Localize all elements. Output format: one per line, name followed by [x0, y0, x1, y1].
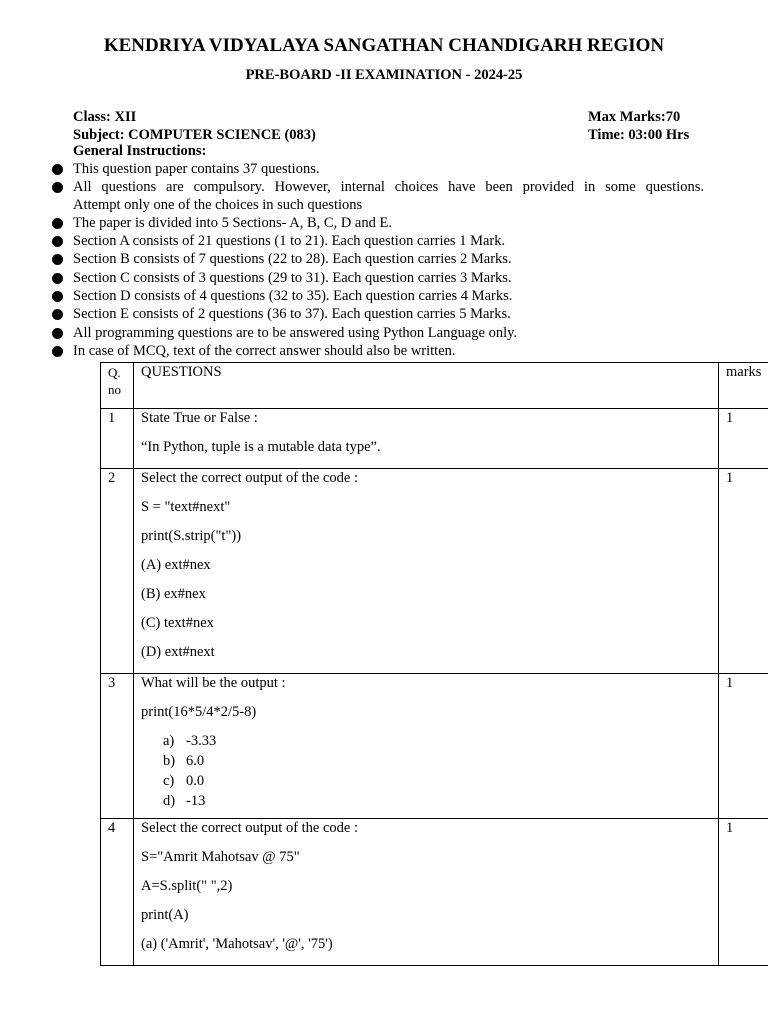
question-number: 1 — [101, 409, 134, 469]
table-row — [101, 409, 768, 469]
table-header-row — [101, 363, 768, 409]
bullet-icon — [52, 236, 63, 247]
question-number: 3 — [101, 674, 134, 819]
option-item: a) -3.33 — [163, 733, 217, 749]
option-item: d) -13 — [163, 793, 206, 809]
question-text: Select the correct output of the code : S="Amrit Mahotsav @ 75" A=S.split(" ",2) print(A) (a) ('Amrit', 'Mahotsav', '@', '75') — [134, 819, 719, 966]
table-row — [101, 819, 768, 966]
question-text: What will be the output : print(16*5/4*2/5-8) a) -3.33 b) 6.0 c) 0.0 d) -13 — [134, 674, 719, 819]
bullet-icon — [52, 309, 63, 320]
bullet-icon — [52, 291, 63, 302]
question-text: State True or False : “In Python, tuple is a mutable data type”. — [134, 409, 719, 469]
instruction-continuation: Attempt only one of the choices in such questions — [73, 197, 363, 213]
bullet-icon — [52, 218, 63, 229]
bullet-icon — [52, 273, 63, 284]
questions-header: QUESTIONS — [134, 363, 719, 409]
bullet-icon — [52, 164, 63, 175]
bullet-icon — [52, 254, 63, 265]
questions-table — [100, 362, 768, 966]
subject-label: Subject: COMPUTER SCIENCE (083) — [73, 127, 316, 143]
qno-header: Q. no — [101, 363, 134, 409]
table-row — [101, 674, 768, 819]
question-text: Select the correct output of the code : S = "text#next" print(S.strip("t")) (A) ext#nex (B) ex#nex (C) text#nex (D) ext#next — [134, 469, 719, 674]
question-marks: 1 — [719, 409, 768, 469]
marks-header: marks — [719, 363, 768, 409]
exam-board-title: KENDRIYA VIDYALAYA SANGATHAN CHANDIGARH REGION — [103, 35, 665, 56]
max-marks-label: Max Marks:70 — [588, 109, 681, 125]
question-marks: 1 — [719, 674, 768, 819]
bullet-icon — [52, 328, 63, 339]
time-label: Time: 03:00 Hrs — [588, 127, 690, 143]
bullet-icon — [52, 182, 63, 193]
instructions-heading: General Instructions: — [73, 143, 207, 159]
option-item: c) 0.0 — [163, 773, 205, 789]
question-number: 2 — [101, 469, 134, 674]
exam-title: PRE-BOARD -II EXAMINATION - 2024-25 — [245, 67, 523, 83]
option-item: b) 6.0 — [163, 753, 205, 769]
class-label: Class: XII — [73, 109, 137, 125]
question-number: 4 — [101, 819, 134, 966]
table-row — [101, 469, 768, 674]
question-marks: 1 — [719, 819, 768, 966]
question-marks: 1 — [719, 469, 768, 674]
bullet-icon — [52, 346, 63, 357]
